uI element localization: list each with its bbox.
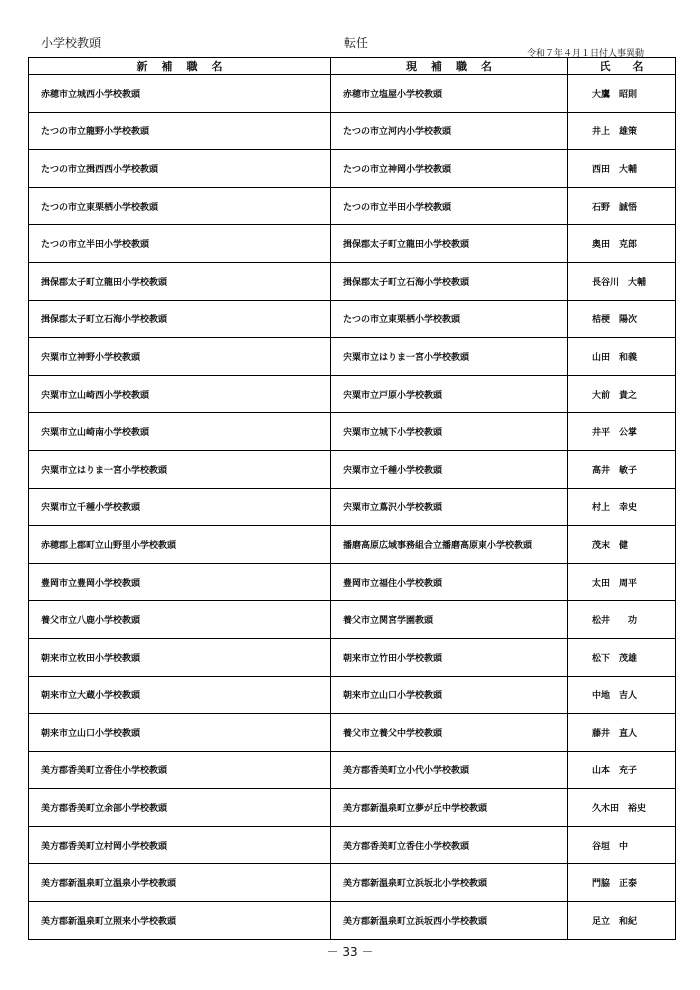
table-row — [29, 864, 676, 902]
category-title: 小学校教頭 — [41, 36, 102, 50]
column-header-new-post: 新補職名 — [29, 58, 331, 75]
new-post-cell: 美方郡香美町立余部小学校教頭 — [29, 789, 331, 827]
table-row — [29, 902, 676, 940]
page-number: － 33 － — [326, 945, 374, 959]
name-cell: 太田 周平 — [568, 563, 676, 601]
current-post-cell: 朝来市立竹田小学校教頭 — [331, 638, 568, 676]
table-row — [29, 450, 676, 488]
table-row — [29, 300, 676, 338]
name-cell: 西田 大輔 — [568, 150, 676, 188]
current-post-cell: たつの市立神岡小学校教頭 — [331, 150, 568, 188]
new-post-cell: 朝来市立枚田小学校教頭 — [29, 638, 331, 676]
table-row — [29, 413, 676, 451]
current-post-cell: 宍粟市立はりま一宮小学校教頭 — [331, 338, 568, 376]
new-post-cell: 揖保郡太子町立石海小学校教頭 — [29, 300, 331, 338]
table-row — [29, 75, 676, 113]
new-post-cell: 宍粟市立神野小学校教頭 — [29, 338, 331, 376]
table-row — [29, 601, 676, 639]
transfer-type-title: 転任 — [344, 36, 369, 50]
current-post-cell: 豊岡市立福住小学校教頭 — [331, 563, 568, 601]
name-cell: 久木田 裕史 — [568, 789, 676, 827]
current-post-cell: 養父市立養父中学校教頭 — [331, 714, 568, 752]
current-post-cell: たつの市立東栗栖小学校教頭 — [331, 300, 568, 338]
table-row — [29, 789, 676, 827]
new-post-cell: 赤穂市立城西小学校教頭 — [29, 75, 331, 113]
table-row — [29, 676, 676, 714]
name-cell: 井平 公掌 — [568, 413, 676, 451]
table-row — [29, 375, 676, 413]
table-header-row — [29, 58, 676, 75]
new-post-cell: 宍粟市立山崎南小学校教頭 — [29, 413, 331, 451]
current-post-cell: 揖保郡太子町立龍田小学校教頭 — [331, 225, 568, 263]
name-cell: 谷垣 中 — [568, 826, 676, 864]
current-post-cell: 宍粟市立蔦沢小学校教頭 — [331, 488, 568, 526]
name-cell: 中地 吉人 — [568, 676, 676, 714]
table-row — [29, 187, 676, 225]
new-post-cell: たつの市立揖西西小学校教頭 — [29, 150, 331, 188]
new-post-cell: 美方郡香美町立村岡小学校教頭 — [29, 826, 331, 864]
new-post-cell: 宍粟市立はりま一宮小学校教頭 — [29, 450, 331, 488]
table-row — [29, 150, 676, 188]
name-cell: 大鷹 昭則 — [568, 75, 676, 113]
new-post-cell: 宍粟市立千種小学校教頭 — [29, 488, 331, 526]
column-header-name: 氏名 — [568, 58, 676, 75]
table-row — [29, 751, 676, 789]
table-row — [29, 714, 676, 752]
name-cell: 長谷川 大輔 — [568, 262, 676, 300]
new-post-cell: 美方郡新温泉町立温泉小学校教頭 — [29, 864, 331, 902]
table-row — [29, 112, 676, 150]
name-cell: 山本 充子 — [568, 751, 676, 789]
current-post-cell: 美方郡新温泉町立浜坂西小学校教頭 — [331, 902, 568, 940]
current-post-cell: 揖保郡太子町立石海小学校教頭 — [331, 262, 568, 300]
name-cell: 茂末 健 — [568, 526, 676, 564]
current-post-cell: 美方郡香美町立小代小学校教頭 — [331, 751, 568, 789]
new-post-cell: たつの市立東栗栖小学校教頭 — [29, 187, 331, 225]
name-cell: 石野 誠悟 — [568, 187, 676, 225]
table-row — [29, 826, 676, 864]
table-row — [29, 262, 676, 300]
current-post-cell: 宍粟市立千種小学校教頭 — [331, 450, 568, 488]
new-post-cell: 揖保郡太子町立龍田小学校教頭 — [29, 262, 331, 300]
name-cell: 山田 和義 — [568, 338, 676, 376]
table-row — [29, 638, 676, 676]
new-post-cell: 美方郡新温泉町立照来小学校教頭 — [29, 902, 331, 940]
personnel-table — [28, 57, 676, 940]
new-post-cell: 美方郡香美町立香住小学校教頭 — [29, 751, 331, 789]
current-post-cell: 赤穂市立塩屋小学校教頭 — [331, 75, 568, 113]
name-cell: 大前 貴之 — [568, 375, 676, 413]
current-post-cell: 播磨高原広域事務組合立播磨高原東小学校教頭 — [331, 526, 568, 564]
table-row — [29, 488, 676, 526]
current-post-cell: 朝来市立山口小学校教頭 — [331, 676, 568, 714]
current-post-cell: 美方郡新温泉町立浜坂北小学校教頭 — [331, 864, 568, 902]
name-cell: 門脇 正泰 — [568, 864, 676, 902]
name-cell: 藤井 直人 — [568, 714, 676, 752]
table-body — [29, 75, 676, 940]
effective-date-note: 令和７年４月１日付人事異動 — [526, 49, 644, 59]
table-row — [29, 225, 676, 263]
current-post-cell: たつの市立河内小学校教頭 — [331, 112, 568, 150]
name-cell: 松下 茂雄 — [568, 638, 676, 676]
new-post-cell: 赤穂郡上郡町立山野里小学校教頭 — [29, 526, 331, 564]
current-post-cell: 美方郡新温泉町立夢が丘中学校教頭 — [331, 789, 568, 827]
current-post-cell: 宍粟市立戸原小学校教頭 — [331, 375, 568, 413]
current-post-cell: たつの市立半田小学校教頭 — [331, 187, 568, 225]
new-post-cell: 豊岡市立豊岡小学校教頭 — [29, 563, 331, 601]
name-cell: 桔梗 陽次 — [568, 300, 676, 338]
name-cell: 高井 敏子 — [568, 450, 676, 488]
column-header-current-post: 現補職名 — [331, 58, 568, 75]
new-post-cell: 養父市立八鹿小学校教頭 — [29, 601, 331, 639]
name-cell: 足立 和紀 — [568, 902, 676, 940]
name-cell: 松井 功 — [568, 601, 676, 639]
name-cell: 奥田 克郎 — [568, 225, 676, 263]
name-cell: 井上 雄策 — [568, 112, 676, 150]
name-cell: 村上 幸史 — [568, 488, 676, 526]
table-row — [29, 338, 676, 376]
new-post-cell: 朝来市立山口小学校教頭 — [29, 714, 331, 752]
new-post-cell: たつの市立半田小学校教頭 — [29, 225, 331, 263]
table-row — [29, 563, 676, 601]
current-post-cell: 養父市立関宮学園教頭 — [331, 601, 568, 639]
current-post-cell: 宍粟市立城下小学校教頭 — [331, 413, 568, 451]
new-post-cell: 宍粟市立山崎西小学校教頭 — [29, 375, 331, 413]
new-post-cell: 朝来市立大蔵小学校教頭 — [29, 676, 331, 714]
new-post-cell: たつの市立龍野小学校教頭 — [29, 112, 331, 150]
current-post-cell: 美方郡香美町立香住小学校教頭 — [331, 826, 568, 864]
table-row — [29, 526, 676, 564]
